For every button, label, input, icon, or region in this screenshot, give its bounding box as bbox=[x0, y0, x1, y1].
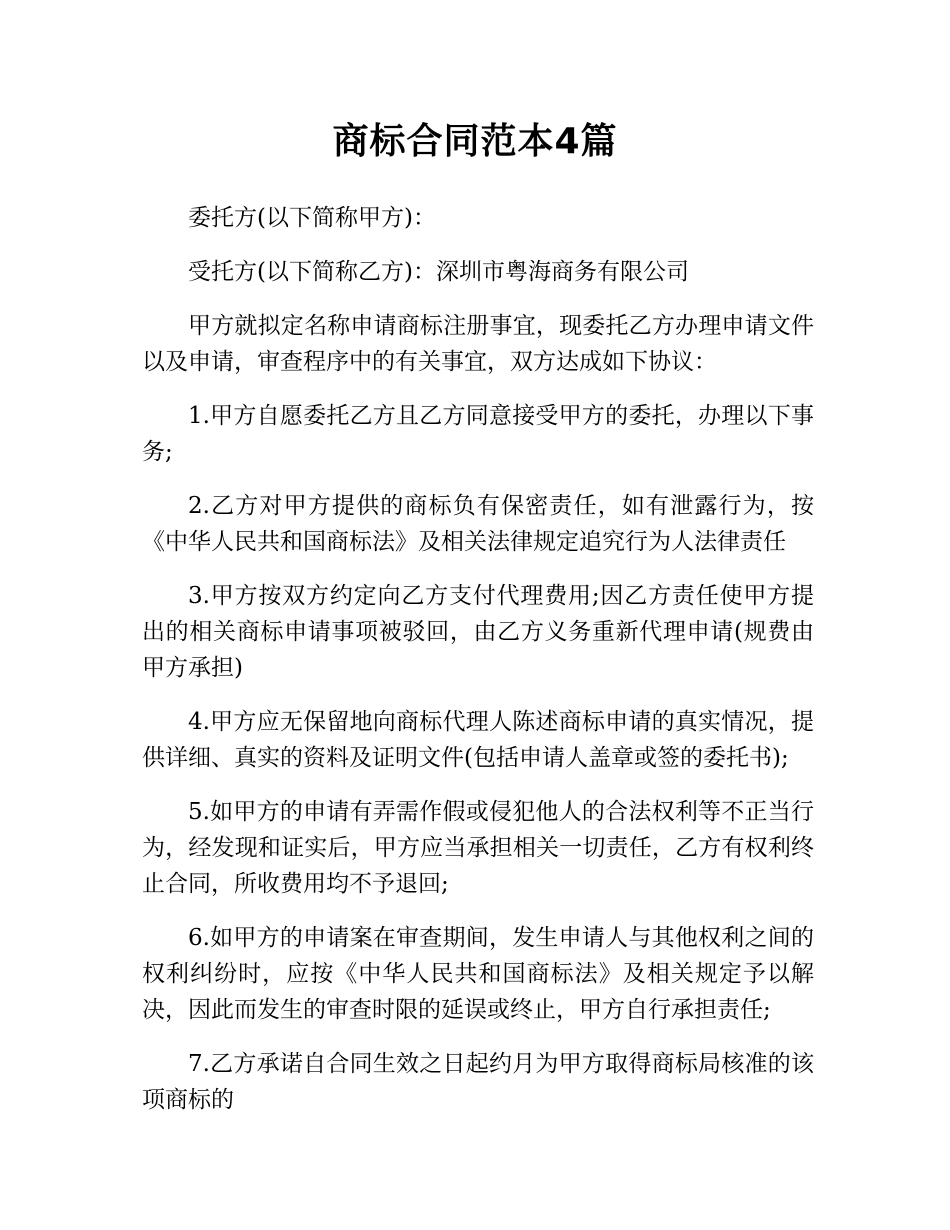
paragraph-intro: 甲方就拟定名称申请商标注册事宜，现委托乙方办理申请文件以及申请，审查程序中的有关事宜，双方达成如下协议： bbox=[142, 313, 814, 375]
clause-4: 4.甲方应无保留地向商标代理人陈述商标申请的真实情况，提供详细、真实的资料及证明文件(包括申请人盖章或签的委托书); bbox=[142, 709, 814, 771]
clause-6: 6.如甲方的申请案在审查期间，发生申请人与其他权利之间的权利纠纷时，应按《中华人民共和国商标法》及相关规定予以解决，因此而发生的审查时限的延误或终止，甲方自行承担责任; bbox=[142, 925, 814, 1023]
paragraph-client: 委托方(以下简称甲方)： bbox=[188, 205, 436, 231]
clause-2: 2.乙方对甲方提供的商标负有保密责任，如有泄露行为，按《中华人民共和国商标法》及相关法律规定追究行为人法律责任 bbox=[142, 493, 814, 555]
clause-5: 5.如甲方的申请有弄需作假或侵犯他人的合法权利等不正当行为，经发现和证实后，甲方应当承担相关一切责任，乙方有权利终止合同，所收费用均不予退回; bbox=[142, 799, 814, 897]
document-title: 商标合同范本4篇 bbox=[332, 121, 618, 162]
clause-7: 7.乙方承诺自合同生效之日起约月为甲方取得商标局核准的该项商标的 bbox=[142, 1051, 814, 1113]
clause-3: 3.甲方按双方约定向乙方支付代理费用;因乙方责任使甲方提出的相关商标申请事项被驳回，由乙方义务重新代理申请(规费由甲方承担) bbox=[142, 583, 814, 681]
document-body bbox=[142, 200, 814, 1136]
paragraph-agent: 受托方(以下简称乙方)：深圳市粤海商务有限公司 bbox=[188, 259, 689, 285]
clause-1: 1.甲方自愿委托乙方且乙方同意接受甲方的委托，办理以下事务; bbox=[142, 403, 814, 465]
